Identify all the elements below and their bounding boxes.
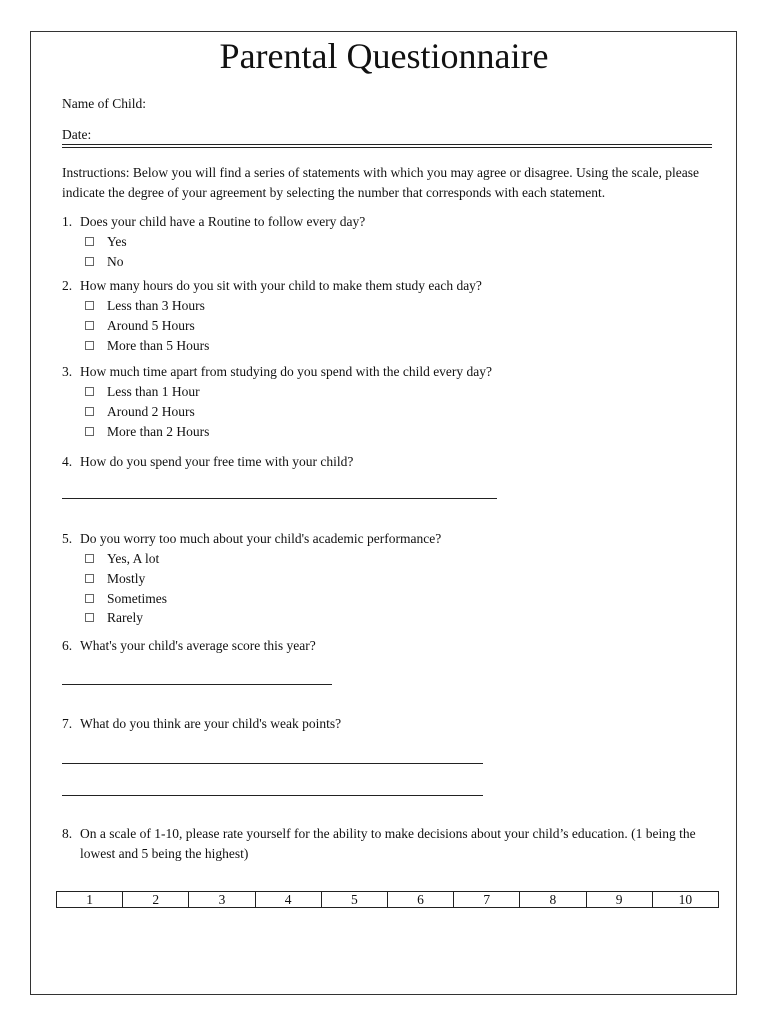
question-2-option-3-label: More than 5 Hours bbox=[107, 338, 210, 353]
question-1-option-yes-label: Yes bbox=[107, 234, 127, 249]
question-2-number: 2. bbox=[62, 278, 73, 293]
question-8-number: 8. bbox=[62, 826, 73, 841]
question-4-answer-line[interactable] bbox=[62, 498, 497, 499]
rating-cell-1[interactable]: 1 bbox=[57, 892, 123, 908]
question-2-text: How many hours do you sit with your child to make them study each day? bbox=[80, 278, 482, 293]
rating-cell-7[interactable]: 7 bbox=[454, 892, 520, 908]
question-2-option-2-label: Around 5 Hours bbox=[107, 318, 195, 333]
rating-cell-6[interactable]: 6 bbox=[387, 892, 453, 908]
question-3-option-1-checkbox[interactable] bbox=[85, 387, 94, 396]
rating-cell-3[interactable]: 3 bbox=[189, 892, 255, 908]
question-6-number: 6. bbox=[62, 638, 73, 653]
question-3-option-1-label: Less than 1 Hour bbox=[107, 384, 200, 399]
question-3-option-2-label: Around 2 Hours bbox=[107, 404, 195, 419]
question-4-text: How do you spend your free time with your child? bbox=[80, 454, 354, 469]
question-5-option-2-checkbox[interactable] bbox=[85, 574, 94, 583]
question-1-option-yes-checkbox[interactable] bbox=[85, 237, 94, 246]
rating-cell-10[interactable]: 10 bbox=[652, 892, 718, 908]
question-4-number: 4. bbox=[62, 454, 73, 469]
header-divider bbox=[62, 144, 712, 148]
question-7-answer-line-1[interactable] bbox=[62, 763, 483, 764]
question-2-option-1-label: Less than 3 Hours bbox=[107, 298, 205, 313]
question-5-option-3-label: Sometimes bbox=[107, 591, 167, 606]
question-3-text: How much time apart from studying do you spend with the child every day? bbox=[80, 364, 493, 379]
name-of-child-label: Name of Child: bbox=[62, 96, 146, 111]
question-6-text: What's your child's average score this year? bbox=[80, 638, 316, 653]
question-2-option-2-checkbox[interactable] bbox=[85, 321, 94, 330]
date-label: Date: bbox=[62, 127, 92, 142]
question-8-text: On a scale of 1-10, please rate yourself for the ability to make decisions about your child’s education. (1 being the lowest and 5 being the highest) bbox=[80, 826, 696, 861]
question-6-answer-line[interactable] bbox=[62, 684, 332, 685]
rating-cell-2[interactable]: 2 bbox=[123, 892, 189, 908]
question-5-number: 5. bbox=[62, 531, 73, 546]
rating-cell-8[interactable]: 8 bbox=[520, 892, 586, 908]
instructions-text: Instructions: Below you will find a series of statements with which you may agree or disagree. Using the scale, please indicate the degree of your agreement by selecting the number that corresponds with each statement. bbox=[62, 165, 699, 200]
question-1-number: 1. bbox=[62, 214, 73, 229]
question-1-option-no-label: No bbox=[107, 254, 124, 269]
page-title: Parental Questionnaire bbox=[219, 36, 549, 76]
question-3-option-3-checkbox[interactable] bbox=[85, 427, 94, 436]
question-5-option-2-label: Mostly bbox=[107, 571, 146, 586]
question-5-option-1-label: Yes, A lot bbox=[107, 551, 160, 566]
question-7-text: What do you think are your child's weak points? bbox=[80, 716, 342, 731]
question-3-option-2-checkbox[interactable] bbox=[85, 407, 94, 416]
question-1-option-no-checkbox[interactable] bbox=[85, 257, 94, 266]
rating-cell-9[interactable]: 9 bbox=[586, 892, 652, 908]
question-2-option-1-checkbox[interactable] bbox=[85, 301, 94, 310]
question-5-text: Do you worry too much about your child's academic performance? bbox=[80, 531, 442, 546]
rating-scale-table bbox=[56, 891, 719, 908]
question-5-option-3-checkbox[interactable] bbox=[85, 594, 94, 603]
rating-cell-4[interactable]: 4 bbox=[255, 892, 321, 908]
question-7-answer-line-2[interactable] bbox=[62, 795, 483, 796]
rating-cell-5[interactable]: 5 bbox=[321, 892, 387, 908]
question-3-option-3-label: More than 2 Hours bbox=[107, 424, 210, 439]
question-5-option-1-checkbox[interactable] bbox=[85, 554, 94, 563]
question-2-option-3-checkbox[interactable] bbox=[85, 341, 94, 350]
question-1-text: Does your child have a Routine to follow every day? bbox=[80, 214, 366, 229]
question-7-number: 7. bbox=[62, 716, 73, 731]
question-3-number: 3. bbox=[62, 364, 73, 379]
question-5-option-4-label: Rarely bbox=[107, 610, 143, 625]
question-5-option-4-checkbox[interactable] bbox=[85, 613, 94, 622]
